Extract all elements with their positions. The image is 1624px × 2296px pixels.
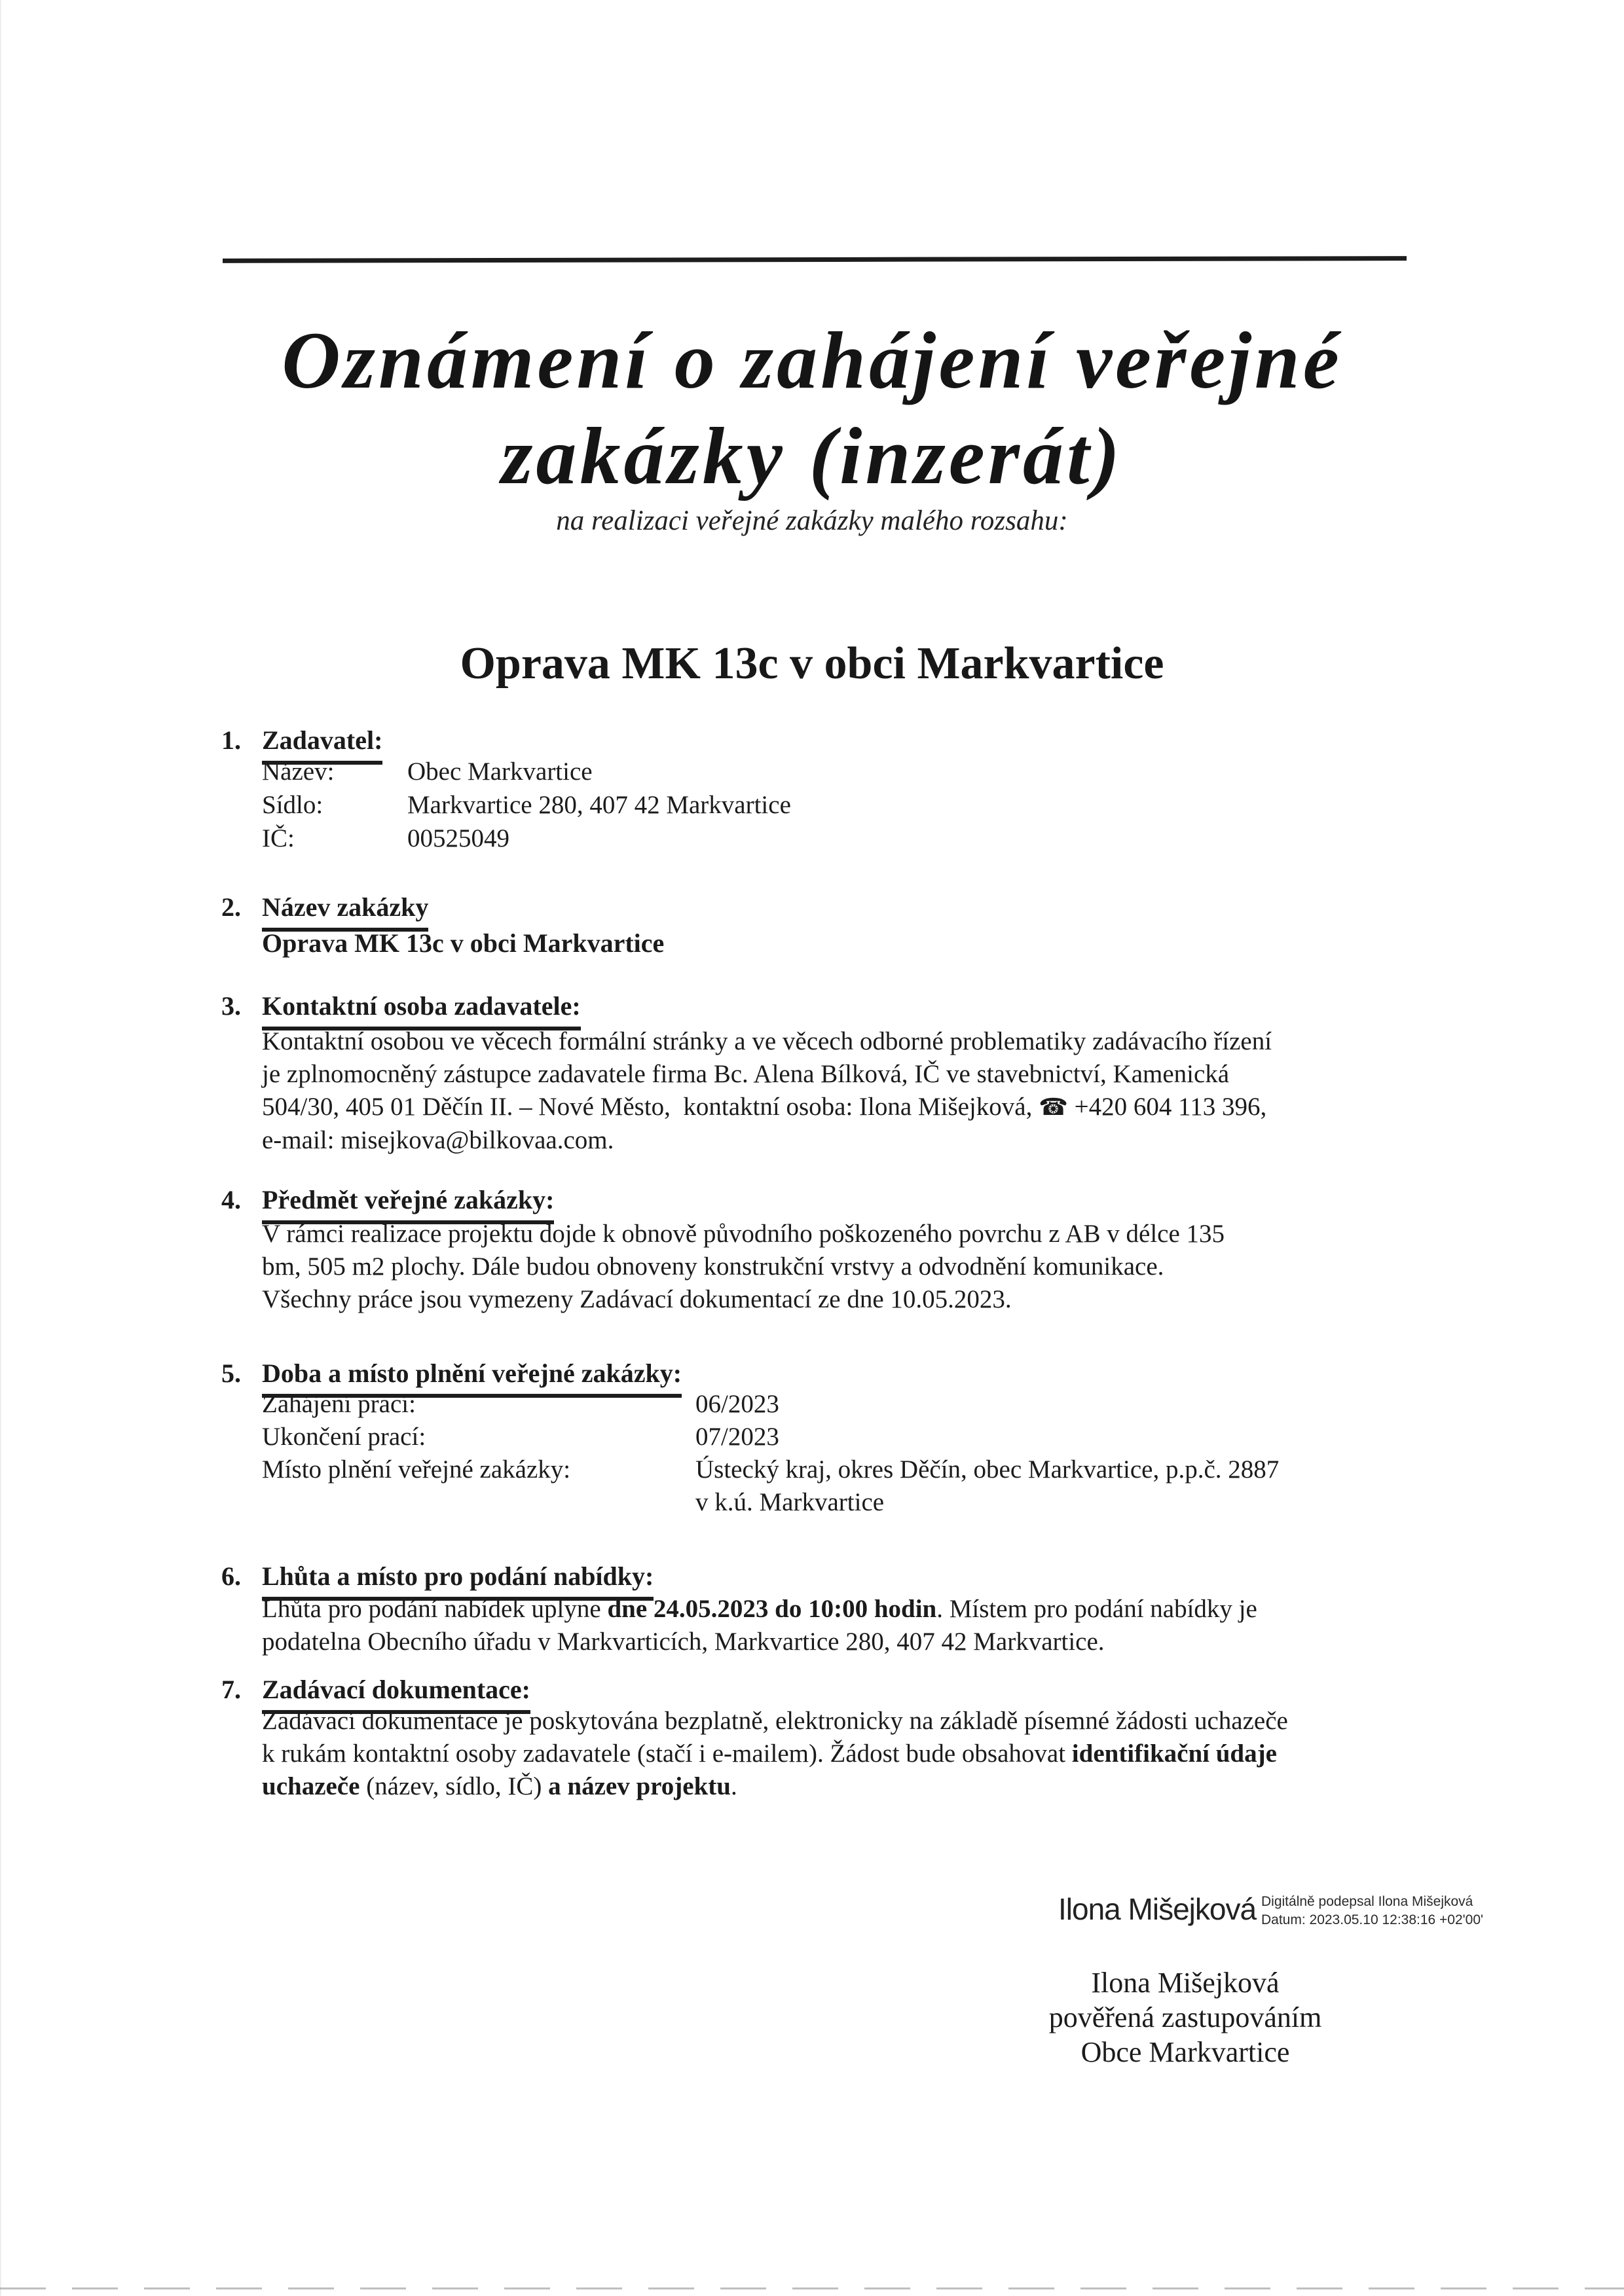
table-row [262,822,791,855]
paragraph-line: bm, 505 m2 plochy. Dále budou obnoveny konstrukční vrstvy a odvodnění komunikace. [262,1252,1164,1281]
paragraph-line [262,1738,1288,1770]
deadline-text-post: . Místem pro podání nabídky je [936,1595,1257,1623]
paragraph-line: je zplnomocněný zástupce zadavatele firma Bc. Alena Bílková, IČ ve stavebnictví, Kamenická [262,1060,1230,1088]
section-lhuta-misto-podani [221,1560,1257,1658]
digital-signature-meta [1261,1893,1483,1929]
section-3-number: 3. [221,991,241,1021]
section-3-title: Kontaktní osoba zadavatele: [262,990,581,1030]
paragraph-line [262,1770,1288,1803]
email-line: e-mail: misejkova@bilkovaa.com. [262,1126,614,1154]
row-value: 07/2023 [695,1423,779,1451]
contract-name: Oprava MK 13c v obci Markvartice [262,928,665,958]
docs-text: k rukám kontaktní osoby zadavatele (stačí i e-mailem). Žádost bude obsahovat [262,1740,1072,1768]
row-value [695,1453,1279,1519]
phone-number: +420 604 113 396, [1067,1093,1267,1121]
docs-text-mid: (název, sídlo, IČ) [360,1772,549,1800]
section-nazev-zakazky [221,891,664,960]
signatory-name: Ilona Mišejková [1091,1967,1280,1999]
section-6-body [262,1593,1257,1658]
telephone-icon: ☎ [1039,1094,1068,1121]
section-zadavatel [221,724,791,855]
section-2-title: Název zakázky [262,891,428,932]
docs-bold1: identifikační údaje [1071,1740,1277,1768]
table-row [262,755,791,788]
section-5-body [262,1388,1279,1519]
signatory-role-line2: Obce Markvartice [1080,2036,1290,2068]
row-label: Název: [262,757,335,786]
contact-text: 504/30, 405 01 Děčín II. – Nové Město, kontaktní osoba: Ilona Mišejková, [262,1093,1039,1121]
horizontal-rule [223,256,1407,263]
digital-signature-line2: Datum: 2023.05.10 12:38:16 +02'00' [1261,1912,1484,1927]
paragraph-line: V rámci realizace projektu dojde k obnově původního poškozeného povrchu z AB v délce 135 [262,1220,1225,1248]
section-2-body [262,927,664,960]
paragraph-line [262,1091,1272,1124]
table-row [262,1421,1279,1453]
section-4-number: 4. [221,1185,241,1214]
signature-block [956,1965,1414,2069]
section-1-number: 1. [221,725,241,755]
docs-bold2: uchazeče [262,1772,360,1800]
paragraph-line: Zadávací dokumentace je poskytována bezplatně, elektronicky na základě písemné žádosti uchazeče [262,1707,1288,1735]
row-label: IČ: [262,824,295,852]
section-7-body [262,1705,1288,1803]
section-zadavaci-dokumentace [221,1673,1288,1803]
document-title-line1: Oznámení o zahájení veřejné [282,316,1342,405]
section-doba-misto-plneni [221,1357,1279,1519]
docs-text-end: . [730,1772,737,1800]
document-title-line2: zakázky (inzerát) [501,411,1123,501]
deadline-date: dne 24.05.2023 do 10:00 hodin [607,1595,937,1623]
section-1-body [262,755,791,855]
section-2-number: 2. [221,892,241,922]
row-value: 00525049 [407,824,509,852]
paragraph-line: Všechny práce jsou vymezeny Zadávací dokumentací ze dne 10.05.2023. [262,1285,1012,1313]
section-5-title: Doba a místo plnění veřejné zakázky: [262,1357,682,1398]
section-6-number: 6. [221,1561,241,1591]
section-2-heading [221,891,664,932]
paragraph-line: Kontaktní osobou ve věcech formální stránky a ve věcech odborné problematiky zadávacího řízení [262,1027,1272,1055]
section-3-heading [221,990,1272,1030]
project-heading: Oprava MK 13c v obci Markvartice [460,638,1164,689]
section-4-body [262,1218,1225,1316]
row-label: Místo plnění veřejné zakázky: [262,1455,571,1484]
deadline-text: Lhůta pro podání nabídek uplyne [262,1595,608,1623]
section-7-title: Zadávací dokumentace: [262,1673,530,1714]
section-predmet-zakazky [221,1184,1225,1316]
table-row [262,788,791,822]
scan-edge-artifact-bottom [0,2287,1624,2289]
row-label: Sídlo: [262,791,323,819]
section-3-body [262,1025,1272,1157]
row-label: Zahájení prací: [262,1390,416,1418]
paragraph-line: podatelna Obecního úřadu v Markvarticích, Markvartice 280, 407 42 Markvartice. [262,1628,1105,1656]
table-row [262,1453,1279,1519]
section-4-title: Předmět veřejné zakázky: [262,1184,554,1224]
document-title [0,313,1624,504]
section-7-number: 7. [221,1675,241,1704]
document-subtitle: na realizaci veřejné zakázky malého rozsahu: [556,505,1068,536]
row-value: Markvartice 280, 407 42 Markvartice [407,791,791,819]
section-6-title: Lhůta a místo pro podání nabídky: [262,1560,654,1601]
docs-bold3: a název projektu [548,1772,731,1800]
section-1-title: Zadavatel: [262,724,382,765]
section-5-number: 5. [221,1358,241,1388]
place-line1: Ústecký kraj, okres Děčín, obec Markvartice, p.p.č. 2887 [695,1455,1280,1484]
section-kontaktni-osoba [221,990,1272,1157]
row-value: Obec Markvartice [407,757,593,786]
row-label: Ukončení prací: [262,1423,426,1451]
place-line2: v k.ú. Markvartice [695,1488,885,1516]
paragraph-line [262,1593,1257,1626]
digital-signature-line1: Digitálně podepsal Ilona Mišejková [1261,1894,1473,1909]
digital-signature-name: Ilona Mišejková [1058,1892,1257,1926]
row-value: 06/2023 [695,1390,779,1418]
signatory-role-line1: pověřená zastupováním [1048,2001,1322,2033]
table-row [262,1388,1279,1421]
